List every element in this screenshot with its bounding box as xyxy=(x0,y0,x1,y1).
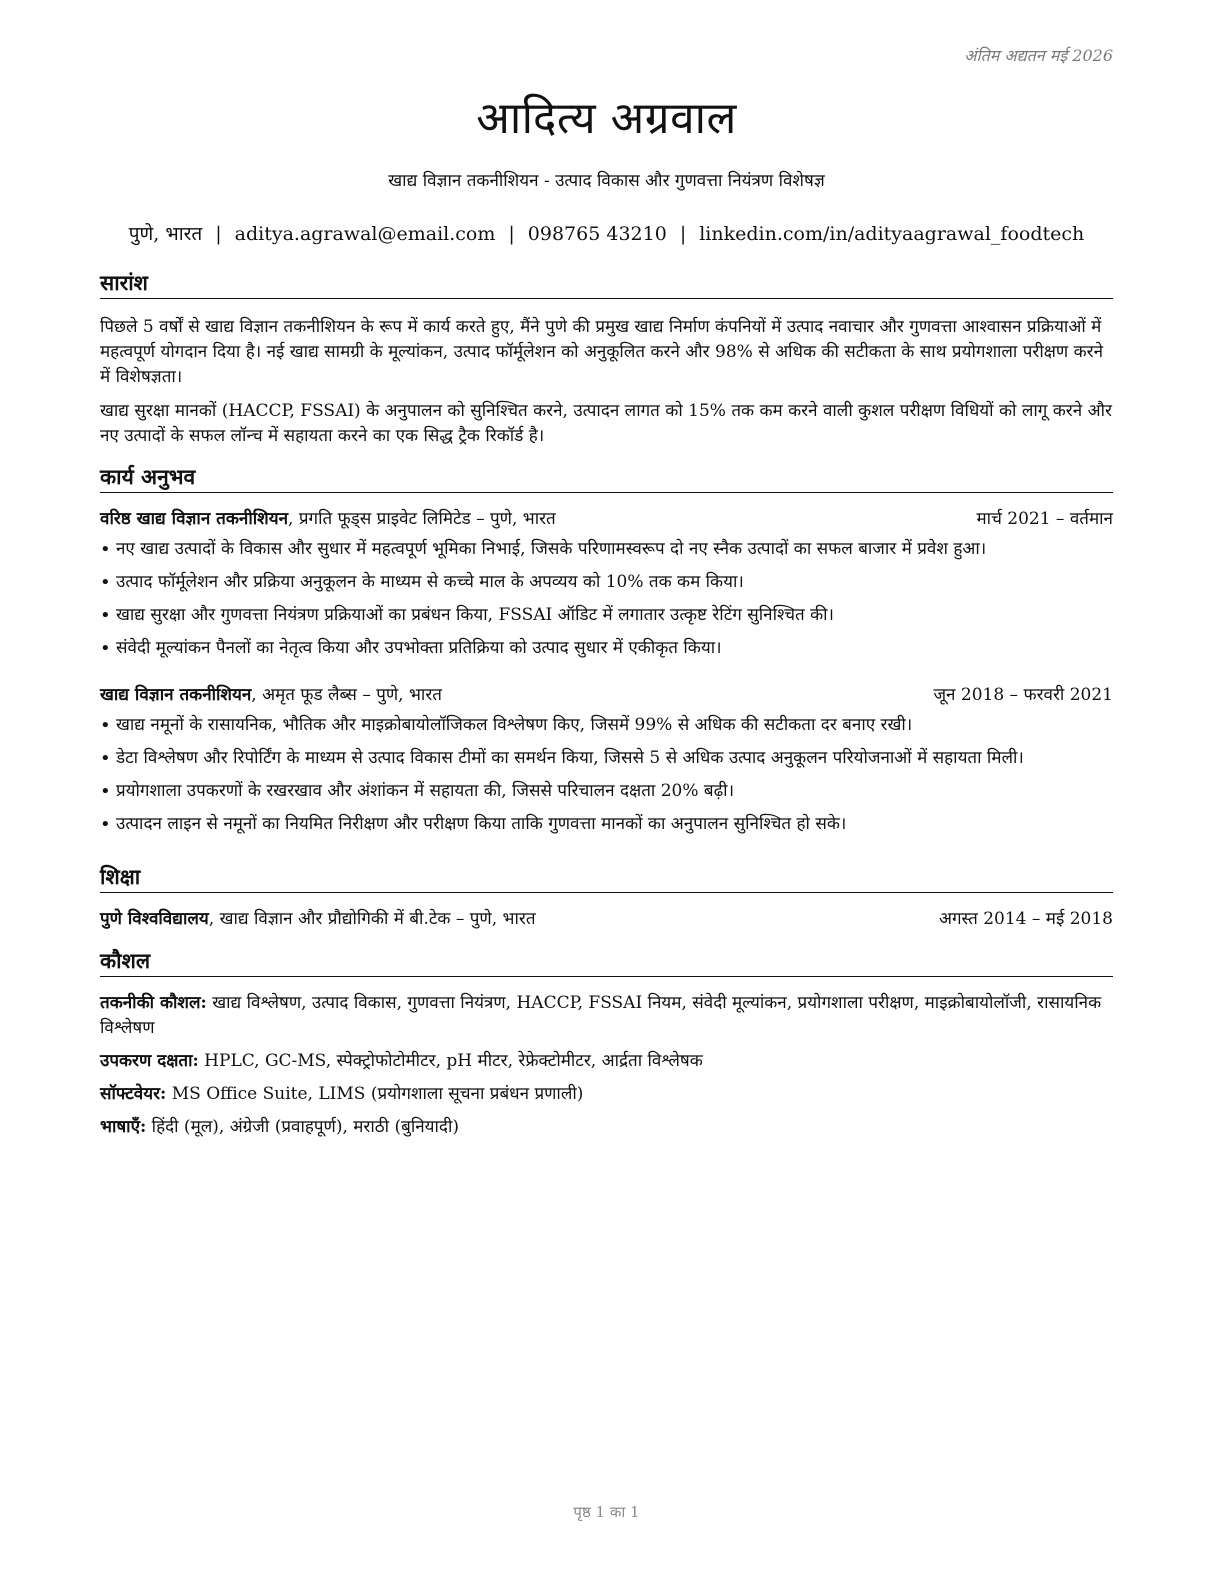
skills-section xyxy=(100,948,1113,1140)
job-role: खाद्य विज्ञान तकनीशियन xyxy=(100,685,252,705)
job-bullets xyxy=(100,709,1113,841)
education-school: पुणे विश्वविद्यालय xyxy=(100,909,209,929)
job-dates: मार्च 2021 – वर्तमान xyxy=(976,509,1113,529)
skills-languages-value: हिंदी (मूल), अंग्रेजी (प्रवाहपूर्ण), मराठी (बुनियादी) xyxy=(146,1117,459,1137)
skills-technical xyxy=(100,991,1113,1041)
page-number: पृष्ठ 1 का 1 xyxy=(573,1503,640,1521)
section-title-experience: कार्य अनुभव xyxy=(100,464,1113,493)
job-company: , अमृत फूड लैब्स – पुणे, भारत xyxy=(251,685,442,705)
education-degree: , खाद्य विज्ञान और प्रौद्योगिकी में बी.टेक – पुणे, भारत xyxy=(208,909,536,929)
contact-linkedin[interactable]: linkedin.com/in/adityaagrawal_foodtech xyxy=(699,223,1085,245)
candidate-name: आदित्य अग्रवाल xyxy=(476,93,737,144)
candidate-tagline: खाद्य विज्ञान तकनीशियन - उत्पाद विकास और गुणवत्ता नियंत्रण विशेषज्ञ xyxy=(388,171,825,191)
job-header xyxy=(100,683,1113,707)
summary-paragraph: पिछले 5 वर्षों से खाद्य विज्ञान तकनीशियन के रूप में कार्य करते हुए, मैंने पुणे की प्रमुख खाद्य निर्माण कंपनियों में उत्पाद नवाचार और गुणवत्ता आश्वासन प्रक्रियाओं में महत्वपूर्ण योगदान दिया है। नई खाद्य सामग्री के मूल्यांकन, उत्पाद फॉर्मूलेशन को अनुकूलित करने और 98% से अधिक की सटीकता के साथ प्रयोगशाला परीक्षण करने में विशेषज्ञता। xyxy=(100,317,1104,387)
skills-software-label: सॉफ्टवेयर: xyxy=(100,1084,167,1104)
skills-equipment-value: HPLC, GC-MS, स्पेक्ट्रोफोटोमीटर, pH मीटर, रेफ्रेक्टोमीटर, आर्द्रता विश्लेषक xyxy=(198,1051,703,1071)
skills-technical-value: खाद्य विश्लेषण, उत्पाद विकास, गुणवत्ता नियंत्रण, HACCP, FSSAI नियम, संवेदी मूल्यांकन, प्रयोगशाला परीक्षण, माइक्रोबायोलॉजी, रासायनिक विश्लेषण xyxy=(100,993,1102,1038)
last-updated: अंतिम अद्यतन मई 2026 xyxy=(964,46,1113,65)
contact-phone[interactable]: 098765 43210 xyxy=(527,223,667,245)
section-title-education: शिक्षा xyxy=(100,864,1113,893)
contact-separator: | xyxy=(679,223,687,245)
job-bullet: • डेटा विश्लेषण और रिपोर्टिंग के माध्यम से उत्पाद विकास टीमों का समर्थन किया, जिससे 5 से अधिक उत्पाद अनुकूलन परियोजनाओं में सहायता मिली। xyxy=(100,742,1113,775)
job-role: वरिष्ठ खाद्य विज्ञान तकनीशियन xyxy=(100,509,289,529)
job-bullets xyxy=(100,533,1113,665)
contact-separator: | xyxy=(508,223,515,245)
skills-languages-label: भाषाएँ: xyxy=(100,1117,147,1137)
skills-equipment-label: उपकरण दक्षता: xyxy=(100,1051,199,1071)
job-bullet: • उत्पाद फॉर्मूलेशन और प्रक्रिया अनुकूलन के माध्यम से कच्चे माल के अपव्यय को 10% तक कम किया। xyxy=(100,566,1113,599)
job-bullet: • प्रयोगशाला उपकरणों के रखरखाव और अंशांकन में सहायता की, जिससे परिचालन दक्षता 20% बढ़ी। xyxy=(100,775,1113,808)
contact-email[interactable]: aditya.agrawal@email.com xyxy=(234,223,496,245)
job-header xyxy=(100,507,1113,531)
contact-line xyxy=(100,220,1113,246)
job-dates: जून 2018 – फरवरी 2021 xyxy=(933,685,1113,705)
contact-location: पुणे, भारत xyxy=(128,223,203,245)
job-bullet: • उत्पादन लाइन से नमूनों का नियमित निरीक्षण और परीक्षण किया ताकि गुणवत्ता मानकों का अनुपालन सुनिश्चित हो सके। xyxy=(100,808,1113,841)
job-entry xyxy=(100,507,1113,665)
skills-equipment xyxy=(100,1049,1113,1074)
summary-section xyxy=(100,270,1113,449)
skills-software-value: MS Office Suite, LIMS (प्रयोगशाला सूचना प्रबंधन प्रणाली) xyxy=(166,1084,584,1104)
job-bullet: • खाद्य नमूनों के रासायनिक, भौतिक और माइक्रोबायोलॉजिकल विश्लेषण किए, जिसमें 99% से अधिक की सटीकता दर बनाए रखी। xyxy=(100,709,1113,742)
job-bullet: • नए खाद्य उत्पादों के विकास और सुधार में महत्वपूर्ण भूमिका निभाई, जिसके परिणामस्वरूप दो नए स्नैक उत्पादों का सफल बाजार में प्रवेश हुआ। xyxy=(100,533,1113,566)
skills-software xyxy=(100,1082,1113,1107)
skills-technical-label: तकनीकी कौशल: xyxy=(100,993,207,1013)
contact-separator: | xyxy=(215,223,222,245)
education-entry xyxy=(100,907,1113,931)
job-bullet: • खाद्य सुरक्षा और गुणवत्ता नियंत्रण प्रक्रियाओं का प्रबंधन किया, FSSAI ऑडिट में लगातार उत्कृष्ट रेटिंग सुनिश्चित की। xyxy=(100,599,1113,632)
resume-page xyxy=(100,0,1113,1584)
job-entry xyxy=(100,683,1113,841)
section-title-skills: कौशल xyxy=(100,948,1113,977)
summary-paragraph: खाद्य सुरक्षा मानकों (HACCP, FSSAI) के अनुपालन को सुनिश्चित करने, उत्पादन लागत को 15% तक कम करने वाली कुशल परीक्षण विधियों को लागू करने और नए उत्पादों के सफल लॉन्च में सहायता करने का एक सिद्ध ट्रैक रिकॉर्ड है। xyxy=(100,401,1112,446)
job-bullet: • संवेदी मूल्यांकन पैनलों का नेतृत्व किया और उपभोक्ता प्रतिक्रिया को उत्पाद सुधार में एकीकृत किया। xyxy=(100,632,1113,665)
skills-languages xyxy=(100,1115,1113,1140)
education-section xyxy=(100,864,1113,931)
experience-section xyxy=(100,464,1113,841)
section-title-summary: सारांश xyxy=(100,270,1113,299)
education-dates: अगस्त 2014 – मई 2018 xyxy=(938,909,1113,929)
job-company: , प्रगति फूड्स प्राइवेट लिमिटेड – पुणे, भारत xyxy=(288,509,556,529)
